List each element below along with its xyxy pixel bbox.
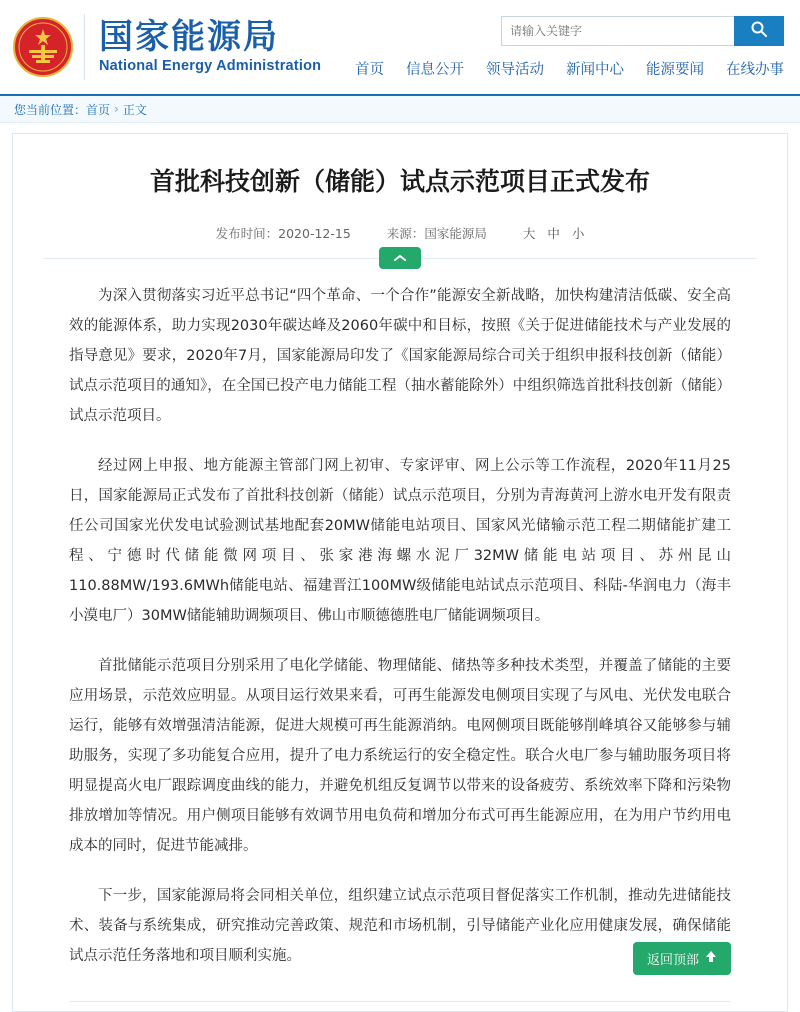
publish-time-value: 2020-12-15 [278,226,351,241]
publish-time [216,224,351,242]
chevron-up-icon [392,253,408,263]
font-size-small[interactable]: 小 [571,226,585,241]
search-input[interactable] [501,16,734,46]
breadcrumb-item-article[interactable]: 正文 [122,102,147,117]
article-paragraph: 为深入贯彻落实习近平总书记“四个革命、一个合作”能源安全新战略，加快构建清洁低碳、安全高效的能源体系，助力实现2030年碳达峰及2060年碳中和目标，按照《关于促进储能技术与产业发展的指导意见》要求，2020年7月，国家能源局印发了《国家能源局综合司关于组织申报科技创新（储能）试点示范项目的通知》，在全国已投产电力储能工程（抽水蓄能除外）中组织筛选首批科技创新（储能）试点示范项目。 [69,288,731,424]
site-header [0,0,800,96]
breadcrumb-item-home[interactable]: 首页 [86,102,111,117]
search-button[interactable] [734,16,784,46]
meta-divider [43,258,757,259]
footer-divider [69,1001,731,1003]
font-size-controls [523,224,585,242]
collapse-toggle-button[interactable] [379,247,421,269]
article-panel [12,133,788,1012]
nav-item-leader-activities[interactable]: 领导活动 [486,61,544,78]
article-source-label: 来源： [386,226,425,241]
site-title-cn: 国家能源局 [99,17,279,57]
national-emblem-icon [12,16,74,78]
publish-time-label: 发布时间： [215,226,279,241]
article-source-value: 国家能源局 [424,226,487,241]
header-right [355,16,784,79]
search-icon [750,20,768,41]
article-paragraph: 下一步，国家能源局将会同相关单位，组织建立试点示范项目督促落实工作机制，推动先进储能技术、装备与系统集成，研究推动完善政策、规范和市场机制，引导储能产业化应用健康发展，确保储能试点示范任务落地和项目顺利实施。 [69,888,731,964]
breadcrumb-separator: › [114,102,119,116]
nav-item-info-disclosure[interactable]: 信息公开 [406,61,464,78]
back-to-top-label: 返回顶部 [646,953,699,968]
breadcrumb [0,96,800,123]
article-paragraph: 首批储能示范项目分别采用了电化学储能、物理储能、储热等多种技术类型，并覆盖了储能的主要应用场景，示范效应明显。从项目运行效果来看，可再生能源发电侧项目实现了与风电、光伏发电联合运行，能够有效增强清洁能源，促进大规模可再生能源消纳。电网侧项目既能够削峰填谷又能够参与辅助服务，实现了多功能复合应用，提升了电力系统运行的安全稳定性。联合火电厂参与辅助服务项目将明显提高火电厂跟踪调度曲线的能力，并避免机组反复调节以带来的设备疲劳、系统效率下降和污染物排放增加等情况。用户侧项目能够有效调节用电负荷和增加分布式可再生能源应用，在为用户节约用电成本的同时，促进节能减排。 [69,658,731,854]
article-source [387,224,487,242]
article-content [13,259,787,971]
back-to-top-button[interactable] [633,942,731,975]
font-size-medium[interactable]: 中 [547,226,560,241]
site-logo[interactable] [84,14,321,80]
arrow-up-icon [705,950,717,967]
article-paragraph: 经过网上申报、地方能源主管部门网上初审、专家评审、网上公示等工作流程，2020年11月25日，国家能源局正式发布了首批科技创新（储能）试点示范项目，分别为青海黄河上游水电开发有限责任公司国家光伏发电试验测试基地配套20MW储能电站项目、国家风光储输示范工程二期储能扩建工程、宁德时代储能微网项目、张家港海螺水泥厂32MW储能电站项目、苏州昆山110.88MW/193.6MWh储能电站、福建晋江100MW级储能电站试点示范项目、科陆-华润电力（海丰小漠电厂）30MW储能辅助调频项目、佛山市顺德德胜电厂储能调频项目。 [69,458,731,624]
nav-item-news-center[interactable]: 新闻中心 [566,61,624,78]
nav-item-energy-news[interactable]: 能源要闻 [646,61,704,78]
breadcrumb-prefix: 您当前位置： [14,102,87,117]
site-title-en: National Energy Administration [99,58,322,74]
main-nav [355,58,784,79]
page-title: 首批科技创新（储能）试点示范项目正式发布 [149,167,650,196]
font-size-large[interactable]: 大 [522,226,536,241]
search-bar[interactable] [501,16,784,46]
nav-item-online-services[interactable]: 在线办事 [726,61,784,78]
page-body [0,123,800,1012]
nav-item-home[interactable]: 首页 [355,61,384,78]
